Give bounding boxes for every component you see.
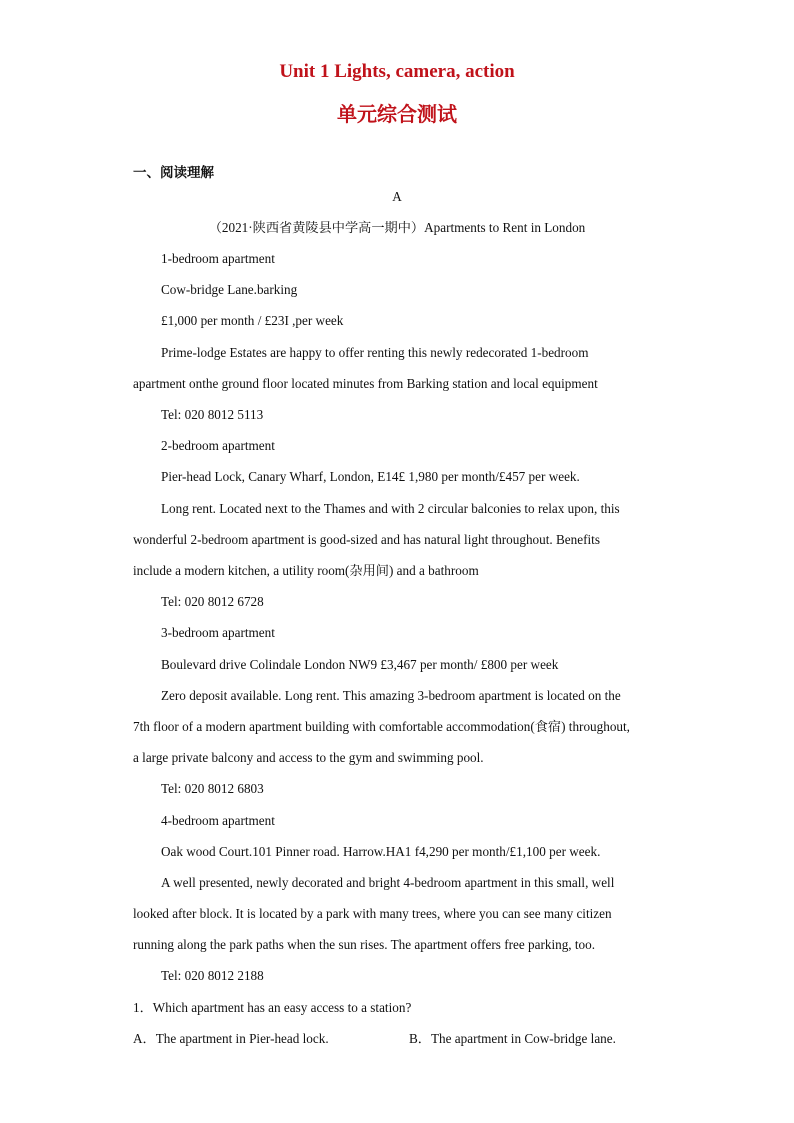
passage-line: 1-bedroom apartment bbox=[161, 251, 275, 266]
passage-line: Prime-lodge Estates are happy to offer renting this newly redecorated 1-bedroom bbox=[161, 345, 589, 360]
passage-line: Tel: 020 8012 5113 bbox=[161, 407, 264, 422]
passage-line: A well presented, newly decorated and bright 4-bedroom apartment in this small, well bbox=[161, 875, 615, 890]
passage-source: （2021·陕西省黄陵县中学高一期中）Apartments to Rent in London bbox=[208, 220, 586, 235]
document-title: Unit 1 Lights, camera, action bbox=[279, 61, 515, 82]
question-stem: 1．Which apartment has an easy access to a station? bbox=[133, 1000, 412, 1015]
passage-line: 3-bedroom apartment bbox=[161, 625, 275, 640]
passage-line: Tel: 020 8012 6728 bbox=[161, 594, 264, 609]
passage-line: 4-bedroom apartment bbox=[161, 813, 275, 828]
passage-line: apartment onthe ground floor located minutes from Barking station and local equipment bbox=[133, 376, 598, 391]
passage-line: Zero deposit available. Long rent. This amazing 3-bedroom apartment is located on the bbox=[161, 688, 621, 703]
passage-line: Cow-bridge Lane.barking bbox=[161, 282, 298, 297]
passage-line: Oak wood Court.101 Pinner road. Harrow.HA1 f4,290 per month/£1,100 per week. bbox=[161, 844, 601, 859]
question-option-a: A．The apartment in Pier-head lock. bbox=[133, 1031, 329, 1046]
passage-line: Tel: 020 8012 2188 bbox=[161, 968, 264, 983]
passage-line: looked after block. It is located by a park with many trees, where you can see many citizen bbox=[133, 906, 612, 921]
passage-line: Boulevard drive Colindale London NW9 £3,467 per month/ £800 per week bbox=[161, 657, 559, 672]
passage-line: 7th floor of a modern apartment building with comfortable accommodation(食宿) throughout, bbox=[133, 719, 630, 734]
passage-line: include a modern kitchen, a utility room(杂用间) and a bathroom bbox=[133, 563, 479, 578]
section-heading: 一、阅读理解 bbox=[133, 165, 214, 181]
passage-line: 2-bedroom apartment bbox=[161, 438, 275, 453]
passage-line: a large private balcony and access to the gym and swimming pool. bbox=[133, 750, 484, 765]
passage-line: running along the park paths when the sun rises. The apartment offers free parking, too. bbox=[133, 937, 596, 952]
passage-line: Pier-head Lock, Canary Wharf, London, E14£ 1,980 per month/£457 per week. bbox=[161, 469, 580, 484]
passage-line: Long rent. Located next to the Thames and with 2 circular balconies to relax upon, this bbox=[161, 501, 620, 516]
document-subtitle: 单元综合测试 bbox=[337, 102, 457, 126]
passage-line: wonderful 2-bedroom apartment is good-sized and has natural light throughout. Benefits bbox=[133, 532, 600, 547]
passage-line: £1,000 per month / £23I ,per week bbox=[161, 313, 344, 328]
question-option-b: B．The apartment in Cow-bridge lane. bbox=[409, 1031, 616, 1046]
passage-line: Tel: 020 8012 6803 bbox=[161, 781, 264, 796]
passage-letter: A bbox=[392, 189, 402, 204]
